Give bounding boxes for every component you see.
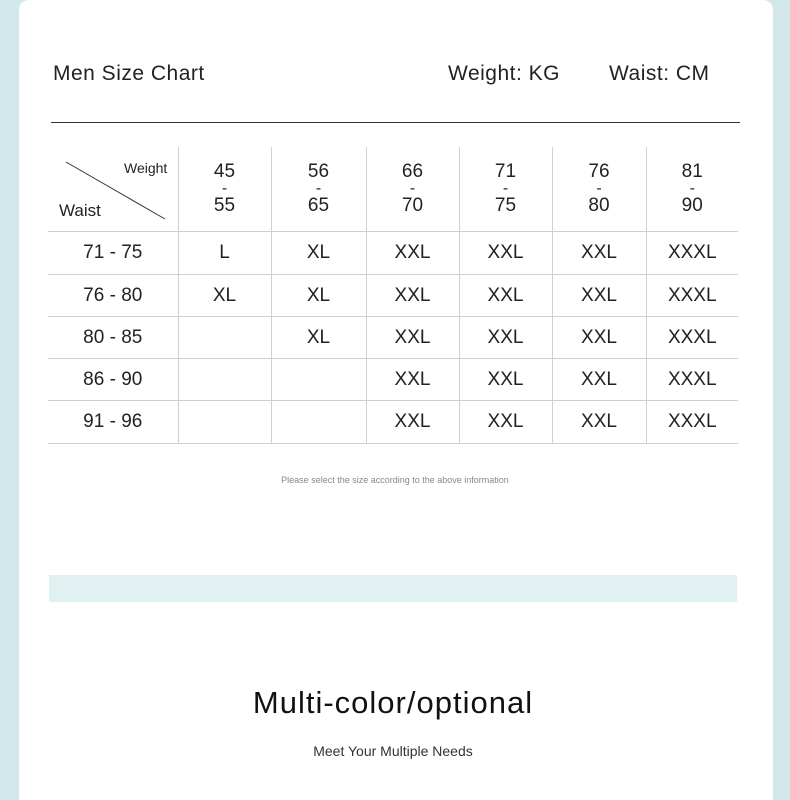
size-cell: XXXL: [646, 317, 738, 359]
range-dash: -: [315, 180, 322, 197]
table-row: [48, 232, 738, 275]
range-dash: -: [409, 180, 416, 197]
size-cell: XXL: [552, 359, 646, 401]
weight-low: 45: [213, 161, 236, 182]
size-cell: XXL: [366, 359, 459, 401]
waist-range-cell: 76 - 80: [48, 275, 178, 317]
weight-unit-label: Weight: KG: [448, 62, 560, 85]
size-cell: L: [178, 232, 271, 275]
size-cell: [271, 401, 366, 444]
weight-range-header: [366, 147, 459, 232]
header-divider: [51, 122, 740, 123]
corner-weight-label: Weight: [124, 160, 168, 176]
weight-range-header: [271, 147, 366, 232]
size-cell: XXL: [552, 401, 646, 444]
weight-low: 56: [307, 161, 330, 182]
weight-low: 76: [588, 161, 610, 182]
corner-cell: [48, 147, 178, 232]
section-divider-band: [49, 575, 737, 602]
size-cell: XXXL: [646, 232, 738, 275]
promo-subtitle: Meet Your Multiple Needs: [313, 743, 473, 759]
weight-header-row: [48, 147, 738, 232]
weight-high: 55: [213, 195, 236, 216]
waist-range-cell: 80 - 85: [48, 317, 178, 359]
size-cell: XXL: [459, 359, 552, 401]
size-cell: XXL: [459, 317, 552, 359]
size-cell: XXL: [552, 232, 646, 275]
size-cell: XXL: [366, 232, 459, 275]
waist-range-cell: 91 - 96: [48, 401, 178, 444]
table-row: [48, 275, 738, 317]
weight-high: 90: [681, 195, 703, 216]
range-dash: -: [689, 180, 695, 197]
size-cell: XXL: [552, 275, 646, 317]
range-dash: -: [596, 180, 602, 197]
size-cell: XL: [271, 232, 366, 275]
size-cell: [271, 359, 366, 401]
weight-high: 65: [307, 195, 330, 216]
size-cell: XXXL: [646, 401, 738, 444]
size-cell: XXL: [552, 317, 646, 359]
size-cell: XL: [271, 317, 366, 359]
weight-high: 80: [588, 195, 610, 216]
weight-range-header: [459, 147, 552, 232]
waist-range-cell: 86 - 90: [48, 359, 178, 401]
table-row: [48, 359, 738, 401]
weight-low: 71: [494, 161, 517, 182]
size-cell: [178, 317, 271, 359]
size-chart-table: [48, 147, 738, 444]
promo-title: Multi-color/optional: [252, 685, 534, 720]
size-cell: [178, 401, 271, 444]
weight-high: 70: [401, 195, 424, 216]
weight-low: 66: [401, 161, 424, 182]
size-cell: XXL: [459, 401, 552, 444]
size-cell: XXL: [366, 317, 459, 359]
chart-title: Men Size Chart: [53, 62, 205, 85]
corner-waist-label: Waist: [59, 201, 101, 220]
size-cell: XXL: [459, 232, 552, 275]
waist-unit-label: Waist: CM: [609, 62, 710, 85]
range-dash: -: [221, 180, 228, 197]
table-row: [48, 317, 738, 359]
size-cell: XXXL: [646, 275, 738, 317]
table-row: [48, 401, 738, 444]
weight-low: 81: [681, 161, 703, 182]
size-cell: XXL: [366, 401, 459, 444]
weight-range-header: [552, 147, 646, 232]
size-cell: XXL: [366, 275, 459, 317]
size-cell: XL: [271, 275, 366, 317]
range-dash: -: [502, 180, 509, 197]
weight-range-header: [178, 147, 271, 232]
size-cell: [178, 359, 271, 401]
size-selection-note: Please select the size according to the above information: [281, 475, 509, 485]
size-cell: XXL: [459, 275, 552, 317]
weight-high: 75: [494, 195, 517, 216]
weight-range-header: [646, 147, 738, 232]
waist-range-cell: 71 - 75: [48, 232, 178, 275]
size-cell: XXXL: [646, 359, 738, 401]
size-cell: XL: [178, 275, 271, 317]
